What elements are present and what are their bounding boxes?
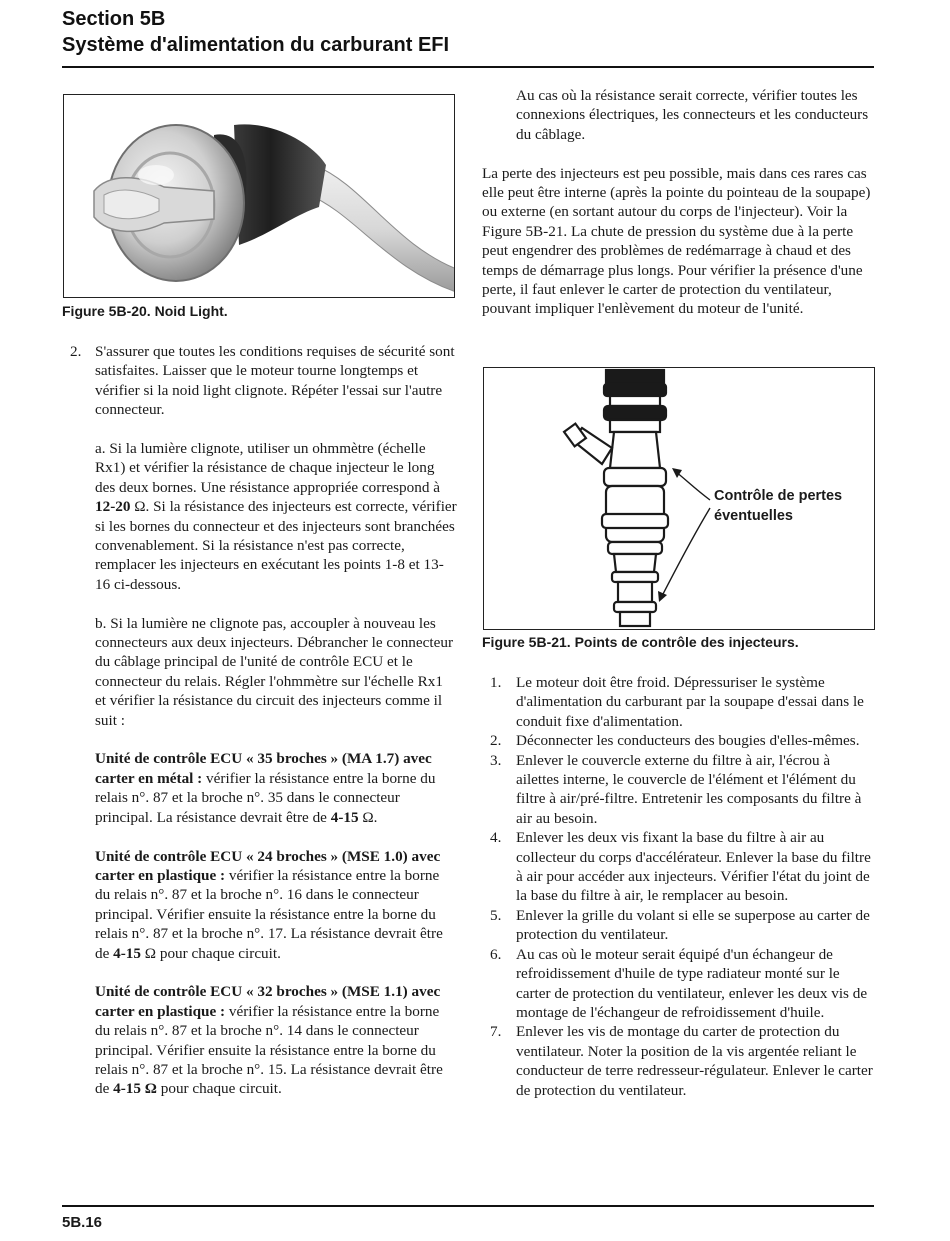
header-divider: [62, 66, 874, 68]
subitem-b-text: b. Si la lumière ne clignote pas, accoupler à nouveau les connecteurs aux deux injecteurs. Débrancher le connecteur du câblage principal de l'unité de contrôle ECU et le connecteur du relais. Régler l'ohmmètre sur l'échelle Rx1 et vérifier la résistance du circuit des injecteurs comme il suit :: [95, 614, 453, 729]
procedure-steps: [482, 673, 874, 1100]
page-number: 5B.16: [62, 1214, 103, 1231]
list-item: [482, 906, 874, 945]
ecu-32-pin-check: [62, 982, 457, 1098]
ecu-32-end: pour chaque circuit.: [156, 1080, 282, 1098]
list-item: [482, 945, 874, 1023]
subitem-a-text: a. Si la lumière clignote, utiliser un ohmmètre (échelle Rx1) et vérifier la résistance de chaque injecteur le long des deux bornes. Une résistance appropriée correspond à: [95, 440, 440, 496]
page-header: [62, 6, 874, 58]
resistance-ok-note: Au cas où la résistance serait correcte, vérifier toutes les connexions électriques, les connecteurs et les conducteurs du câblage.: [516, 87, 869, 143]
step-number: 5.: [490, 906, 502, 924]
ecu-32-value: 4-15 Ω: [113, 1080, 157, 1098]
step-number: 1.: [490, 674, 502, 691]
ecu-35-end: Ω.: [358, 808, 378, 826]
noid-light-illustration: [64, 95, 454, 297]
ecu-24-value: 4-15: [113, 944, 141, 962]
step-number: 7.: [490, 1023, 502, 1041]
subitem-a: [62, 439, 457, 594]
step-text: Enlever les deux vis fixant la base du filtre à air au collecteur du corps d'accélérateur. Enlever la base du filtre à air pour accéder aux injecteurs. Vérifier l'état du joint de la base du filtre à air, le remplacer au besoin.: [516, 829, 871, 905]
list-item: [482, 828, 874, 906]
ecu-24-heading: Unité de contrôle ECU « 24 broches » (MSE 1.0) avec carter en plastique :: [95, 847, 441, 884]
subitem-b: [62, 614, 457, 730]
injector-leak-paragraph: La perte des injecteurs est peu possible, mais dans ces rares cas elle peut être interne (après la pointe du pointeau de la soupape) ou externe (en sortant autour du corps de l'injecteur). Voir la Figure 5B-21. La chute de pression du système due à la perte peut engendrer des problèmes de redémarrage à chaud et des temps de démarrage plus longs. Pour vérifier la présence d'une perte, il faut enlever le carter de protection du ventilateur, pouvant impliquer l'enlèvement du moteur de l'unité.: [482, 164, 871, 318]
right-column: [482, 86, 874, 319]
leak-check-label: Contrôle de pertes éventuelles: [714, 488, 843, 524]
subitem-a-text-cont: Ω. Si la résistance des injecteurs est correcte, vérifier si les bornes du connecteur et des injecteurs sont branchées convenablement. Si la résistance n'est pas correcte, remplacer les injecteurs en exécutant les points 1-8 et 13-16 ci-dessous.: [95, 498, 457, 593]
item-number: 2.: [70, 343, 82, 360]
noid-light-photo: [63, 94, 455, 298]
ecu-35-text: vérifier la résistance entre la borne du relais n°. 87 et la broche n°. 35 dans le connecteur principal. La résistance devrait être de: [95, 769, 436, 826]
ecu-35-heading: Unité de contrôle ECU « 35 broches » (MA 1.7) avec carter en métal :: [95, 750, 432, 787]
step-text: Enlever le couvercle externe du filtre à air, l'écrou à ailettes interne, le couvercle de l'élément et l'élément du filtre à air/pré-filtre. Entretenir les composants du filtre à air au besoin.: [516, 751, 862, 827]
subitem-a-value: 12-20: [95, 498, 131, 516]
left-column: [62, 342, 457, 1099]
footer-divider: [62, 1205, 874, 1207]
step-number: 2.: [490, 732, 502, 750]
step-number: 3.: [490, 751, 502, 769]
ecu-24-pin-check: [62, 847, 457, 963]
list-item: [482, 751, 874, 829]
list-item: [482, 731, 874, 750]
ecu-32-text: vérifier la résistance entre la borne du relais n°. 87 et la broche n°. 14 dans le connecteur principal. Vérifier ensuite la résistance entre la borne du relais n°. 87 et la broche n°. 15. La résistance devrait être de: [95, 1002, 443, 1098]
list-item: [482, 673, 874, 731]
step-text: Déconnecter les conducteurs des bougies d'elles-mêmes.: [516, 732, 860, 750]
ecu-24-end: Ω pour chaque circuit.: [140, 944, 281, 962]
injector-figure: [483, 367, 875, 630]
step-text: Enlever la grille du volant si elle se superpose au carter de protection du ventilateur.: [516, 906, 870, 944]
step-text: Le moteur doit être froid. Dépressuriser le système d'alimentation du carburant par la soupape d'essai dans le conduit fixe d'alimentation.: [516, 674, 864, 730]
ecu-35-pin-check: [62, 749, 457, 827]
section-title: Système d'alimentation du carburant EFI: [62, 34, 450, 56]
ecu-35-value: 4-15: [330, 808, 359, 826]
figure-21-caption: Figure 5B-21. Points de contrôle des injecteurs.: [482, 634, 799, 650]
list-item: [482, 1022, 874, 1100]
item-text: S'assurer que toutes les conditions requises de sécurité sont satisfaites. Laisser que le moteur tourne longtemps et vérifier si la noid light clignote. Répéter l'essai sur l'autre connecteur.: [95, 343, 455, 419]
ecu-32-heading: Unité de contrôle ECU « 32 broches » (MSE 1.1) avec carter en plastique :: [95, 983, 441, 1020]
step-number: 4.: [490, 829, 502, 847]
step-number: 6.: [490, 945, 502, 963]
section-number: Section 5B: [62, 8, 166, 30]
ecu-24-text: vérifier la résistance entre la borne du relais n°. 87 et la broche n°. 16 dans le connecteur principal. Vérifier ensuite la résistance entre la borne du relais n°. 87 et la broche n°. 17. La résistance devrait être de: [95, 866, 443, 962]
step-text: Au cas où le moteur serait équipé d'un échangeur de refroidissement d'huile de type radiateur monté sur le carter de protection du ventilateur, enlever les deux vis de montage de l'échangeur de refroidissement d'huile.: [516, 945, 868, 1021]
figure-20-caption: Figure 5B-20. Noid Light.: [62, 303, 228, 319]
list-item: [62, 342, 457, 420]
step-text: Enlever les vis de montage du carter de protection du ventilateur. Noter la position de la vis argentée reliant le conducteur de terre redresseur-régulateur. Enlever le carter de protection du ventilateur.: [516, 1023, 873, 1099]
